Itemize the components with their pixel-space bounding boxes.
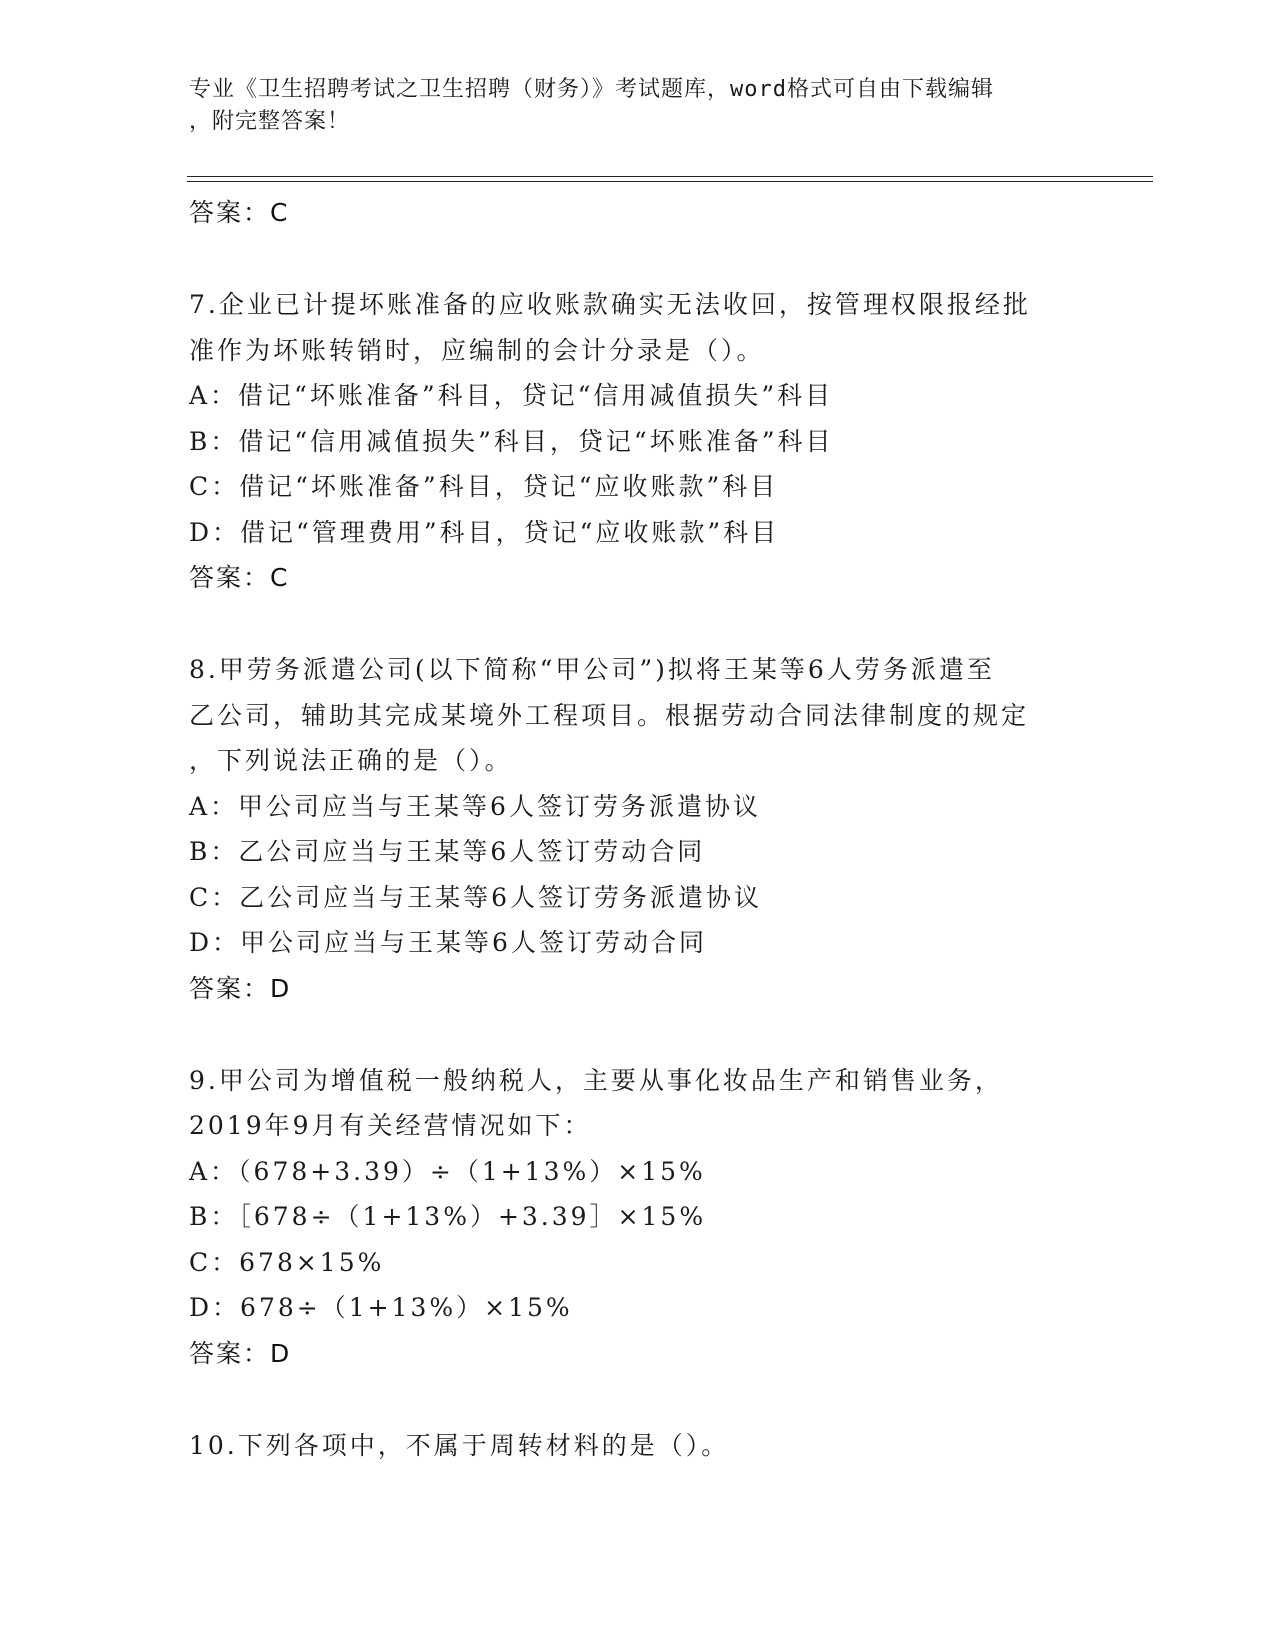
question-7 (189, 282, 1149, 601)
question-9 (189, 1058, 1149, 1377)
option-c: C：借记“坏账准备”科目，贷记“应收账款”科目 (189, 472, 779, 501)
answer-label: 答案：C (189, 198, 290, 227)
header-rule-top (187, 176, 1153, 177)
answer-label: 答案：D (189, 1338, 292, 1368)
question-stem-line: 2019年9月有关经营情况如下： (189, 1111, 592, 1140)
answer-label: 答案：C (189, 563, 290, 592)
option-d: D：甲公司应当与王某等6人签订劳动合同 (189, 928, 707, 957)
header-rule-bottom (187, 181, 1153, 182)
question-stem-line: 10.下列各项中，不属于周转材料的是（）。 (189, 1430, 730, 1460)
option-d: D：借记“管理费用”科目，贷记“应收账款”科目 (189, 517, 780, 547)
option-a: A：借记“坏账准备”科目，贷记“信用减值损失”科目 (189, 381, 834, 410)
question-list (189, 190, 1149, 1468)
option-a: A：（678+3.39）÷（1+13%）×15% (189, 1156, 706, 1186)
header-line-2: ，附完整答案！ (189, 109, 351, 134)
question-stem-line: 7.企业已计提坏账准备的应收账款确实无法收回，按管理权限报经批 (189, 290, 1031, 319)
question-stem-line: ，下列说法正确的是（）。 (189, 746, 513, 775)
header-line-1: 专业《卫生招聘考试之卫生招聘（财务）》考试题库，word格式可自由下载编辑 (189, 77, 994, 102)
option-c: C：乙公司应当与王某等6人签订劳务派遣协议 (189, 882, 763, 912)
option-b: B：［678÷（1+13%）+3.39］×15% (189, 1202, 707, 1231)
question-8 (189, 647, 1149, 1012)
option-a: A：甲公司应当与王某等6人签订劳务派遣协议 (189, 791, 761, 821)
option-b: B：乙公司应当与王某等6人签订劳动合同 (189, 837, 706, 866)
question-10 (189, 1423, 1149, 1469)
question-stem-line: 9.甲公司为增值税一般纳税人，主要从事化妆品生产和销售业务， (189, 1065, 1003, 1095)
option-d: D：678÷（1+13%）×15% (189, 1293, 573, 1322)
document-header (189, 74, 1089, 138)
option-b: B：借记“信用减值损失”科目，贷记“坏账准备”科目 (189, 426, 834, 456)
question-stem-line: 8.甲劳务派遣公司(以下简称“甲公司”)拟将王某等6人劳务派遣至 (189, 655, 995, 684)
option-c: C：678×15% (189, 1247, 385, 1277)
question-stem-line: 乙公司，辅助其完成某境外工程项目。根据劳动合同法律制度的规定 (189, 700, 1030, 730)
answer-label: 答案：D (189, 973, 292, 1003)
question-stem-line: 准作为坏账转销时，应编制的会计分录是（）。 (189, 335, 765, 365)
